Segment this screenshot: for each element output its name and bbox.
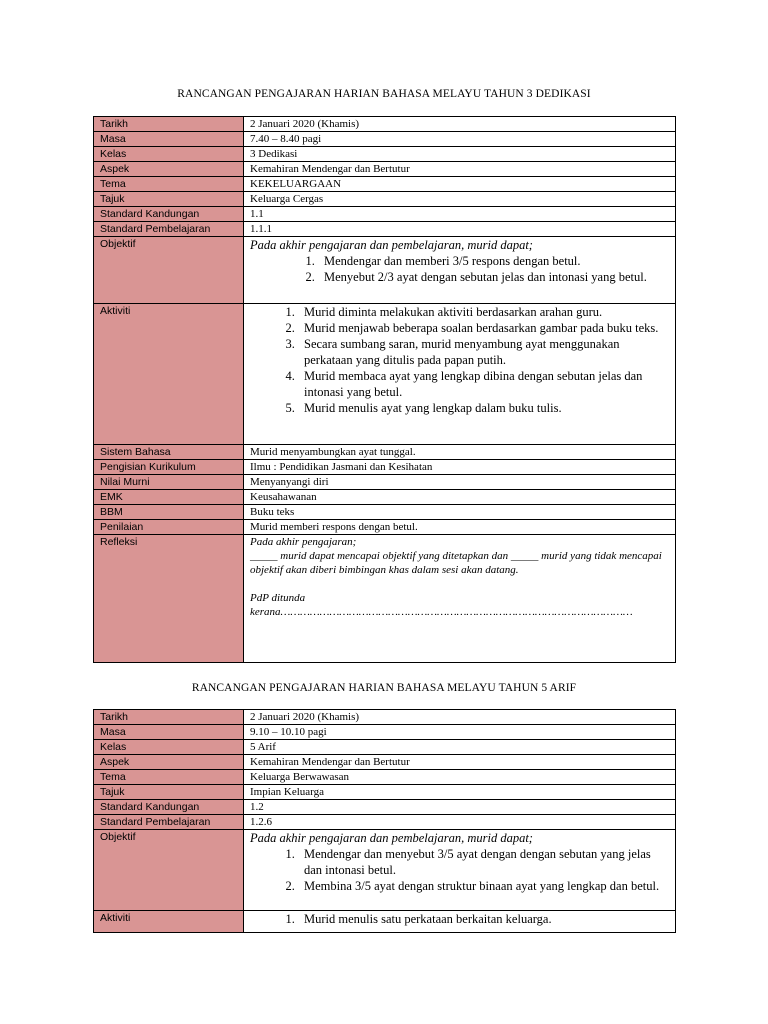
label-standard-pembelajaran: Standard Pembelajaran (94, 815, 244, 830)
value-bbm: Buku teks (244, 505, 676, 520)
row-aktiviti (94, 304, 676, 445)
label-tarikh: Tarikh (94, 117, 244, 132)
refleksi-line: Pada akhir pengajaran; (250, 536, 357, 548)
value-tarikh: 2 Januari 2020 (Khamis) (244, 117, 676, 132)
row-masa (94, 725, 676, 740)
row-pengisian-kurikulum (94, 460, 676, 475)
row-objektif (94, 830, 676, 911)
row-aspek (94, 162, 676, 177)
label-objektif: Objektif (94, 237, 244, 304)
refleksi-line: _____ murid dapat mencapai objektif yang ditetapkan dan _____ murid yang tidak mencapai objektif akan diberi bimbingan khas dalam sesi akan datang. (250, 550, 662, 576)
label-aktiviti: Aktiviti (94, 304, 244, 445)
aktiviti-item: 1. Murid diminta melakukan aktiviti berdasarkan arahan guru. (298, 304, 669, 320)
label-penilaian: Penilaian (94, 520, 244, 535)
label-tema: Tema (94, 770, 244, 785)
row-standard-pembelajaran (94, 815, 676, 830)
label-tema: Tema (94, 177, 244, 192)
label-emk: EMK (94, 490, 244, 505)
objektif-item: 2. Menyebut 2/3 ayat dengan sebutan jelas dan intonasi yang betul. (318, 269, 669, 285)
value-aspek: Kemahiran Mendengar dan Bertutur (244, 755, 676, 770)
label-kelas: Kelas (94, 147, 244, 162)
row-nilai-murni (94, 475, 676, 490)
row-kelas (94, 740, 676, 755)
value-refleksi (244, 535, 676, 663)
objektif-intro: Pada akhir pengajaran dan pembelajaran, murid dapat; (250, 831, 533, 845)
label-aspek: Aspek (94, 162, 244, 177)
value-standard-kandungan: 1.1 (244, 207, 676, 222)
value-tema: KEKELUARGAAN (244, 177, 676, 192)
row-masa (94, 132, 676, 147)
value-aktiviti (244, 304, 676, 445)
value-standard-pembelajaran: 1.1.1 (244, 222, 676, 237)
value-tajuk: Impian Keluarga (244, 785, 676, 800)
value-penilaian: Murid memberi respons dengan betul. (244, 520, 676, 535)
label-standard-kandungan: Standard Kandungan (94, 800, 244, 815)
refleksi-line: kerana……………………………………………………………………………………………… (250, 606, 633, 618)
label-aktiviti: Aktiviti (94, 911, 244, 933)
value-tajuk: Keluarga Cergas (244, 192, 676, 207)
lesson-plan-table-tahun-5 (93, 709, 676, 933)
value-standard-pembelajaran: 1.2.6 (244, 815, 676, 830)
lesson-plan-table-tahun-3 (93, 116, 676, 663)
page-title-tahun-3: RANCANGAN PENGAJARAN HARIAN BAHASA MELAYU TAHUN 3 DEDIKASI (177, 88, 591, 100)
value-pengisian-kurikulum: Ilmu : Pendidikan Jasmani dan Kesihatan (244, 460, 676, 475)
value-standard-kandungan: 1.2 (244, 800, 676, 815)
row-objektif (94, 237, 676, 304)
value-kelas: 5 Arif (244, 740, 676, 755)
value-objektif (244, 237, 676, 304)
row-tajuk (94, 192, 676, 207)
row-kelas (94, 147, 676, 162)
aktiviti-item: 4. Murid membaca ayat yang lengkap dibina dengan sebutan jelas dan intonasi yang betul. (298, 368, 669, 400)
row-emk (94, 490, 676, 505)
label-aspek: Aspek (94, 755, 244, 770)
row-aspek (94, 755, 676, 770)
label-nilai-murni: Nilai Murni (94, 475, 244, 490)
aktiviti-item: 2. Murid menjawab beberapa soalan berdasarkan gambar pada buku teks. (298, 320, 669, 336)
row-refleksi (94, 535, 676, 663)
objektif-item: 1. Mendengar dan menyebut 3/5 ayat dengan dengan sebutan yang jelas dan intonasi betul. (298, 846, 669, 878)
value-masa: 7.40 – 8.40 pagi (244, 132, 676, 147)
row-tarikh (94, 710, 676, 725)
value-nilai-murni: Menyanyangi diri (244, 475, 676, 490)
objektif-item: 1. Mendengar dan memberi 3/5 respons dengan betul. (318, 253, 669, 269)
row-bbm (94, 505, 676, 520)
row-standard-kandungan (94, 207, 676, 222)
row-tema (94, 177, 676, 192)
objektif-intro: Pada akhir pengajaran dan pembelajaran, murid dapat; (250, 238, 533, 252)
value-aktiviti (244, 911, 676, 933)
label-standard-kandungan: Standard Kandungan (94, 207, 244, 222)
value-sistem-bahasa: Murid menyambungkan ayat tunggal. (244, 445, 676, 460)
label-objektif: Objektif (94, 830, 244, 911)
label-pengisian-kurikulum: Pengisian Kurikulum (94, 460, 244, 475)
label-tajuk: Tajuk (94, 785, 244, 800)
label-kelas: Kelas (94, 740, 244, 755)
label-refleksi: Refleksi (94, 535, 244, 663)
label-tarikh: Tarikh (94, 710, 244, 725)
value-tarikh: 2 Januari 2020 (Khamis) (244, 710, 676, 725)
objektif-list (250, 846, 669, 894)
value-aspek: Kemahiran Mendengar dan Bertutur (244, 162, 676, 177)
row-standard-pembelajaran (94, 222, 676, 237)
label-masa: Masa (94, 132, 244, 147)
row-penilaian (94, 520, 676, 535)
value-objektif (244, 830, 676, 911)
value-emk: Keusahawanan (244, 490, 676, 505)
label-bbm: BBM (94, 505, 244, 520)
refleksi-line: PdP ditunda (250, 592, 306, 604)
label-sistem-bahasa: Sistem Bahasa (94, 445, 244, 460)
value-masa: 9.10 – 10.10 pagi (244, 725, 676, 740)
aktiviti-item: 3. Secara sumbang saran, murid menyambung ayat menggunakan perkataan yang ditulis pada papan putih. (298, 336, 669, 368)
aktiviti-item: 1. Murid menulis satu perkataan berkaitan keluarga. (298, 911, 669, 927)
row-tajuk (94, 785, 676, 800)
row-tema (94, 770, 676, 785)
row-sistem-bahasa (94, 445, 676, 460)
objektif-list (250, 253, 669, 285)
objektif-item: 2. Membina 3/5 ayat dengan struktur binaan ayat yang lengkap dan betul. (298, 878, 669, 894)
value-tema: Keluarga Berwawasan (244, 770, 676, 785)
aktiviti-list (250, 911, 669, 927)
label-masa: Masa (94, 725, 244, 740)
aktiviti-item: 5. Murid menulis ayat yang lengkap dalam buku tulis. (298, 400, 669, 416)
label-standard-pembelajaran: Standard Pembelajaran (94, 222, 244, 237)
label-tajuk: Tajuk (94, 192, 244, 207)
value-kelas: 3 Dedikasi (244, 147, 676, 162)
refleksi-spacer (250, 577, 669, 591)
aktiviti-list (250, 304, 669, 416)
row-aktiviti (94, 911, 676, 933)
page-title-tahun-5: RANCANGAN PENGAJARAN HARIAN BAHASA MELAYU TAHUN 5 ARIF (191, 682, 577, 694)
row-standard-kandungan (94, 800, 676, 815)
row-tarikh (94, 117, 676, 132)
